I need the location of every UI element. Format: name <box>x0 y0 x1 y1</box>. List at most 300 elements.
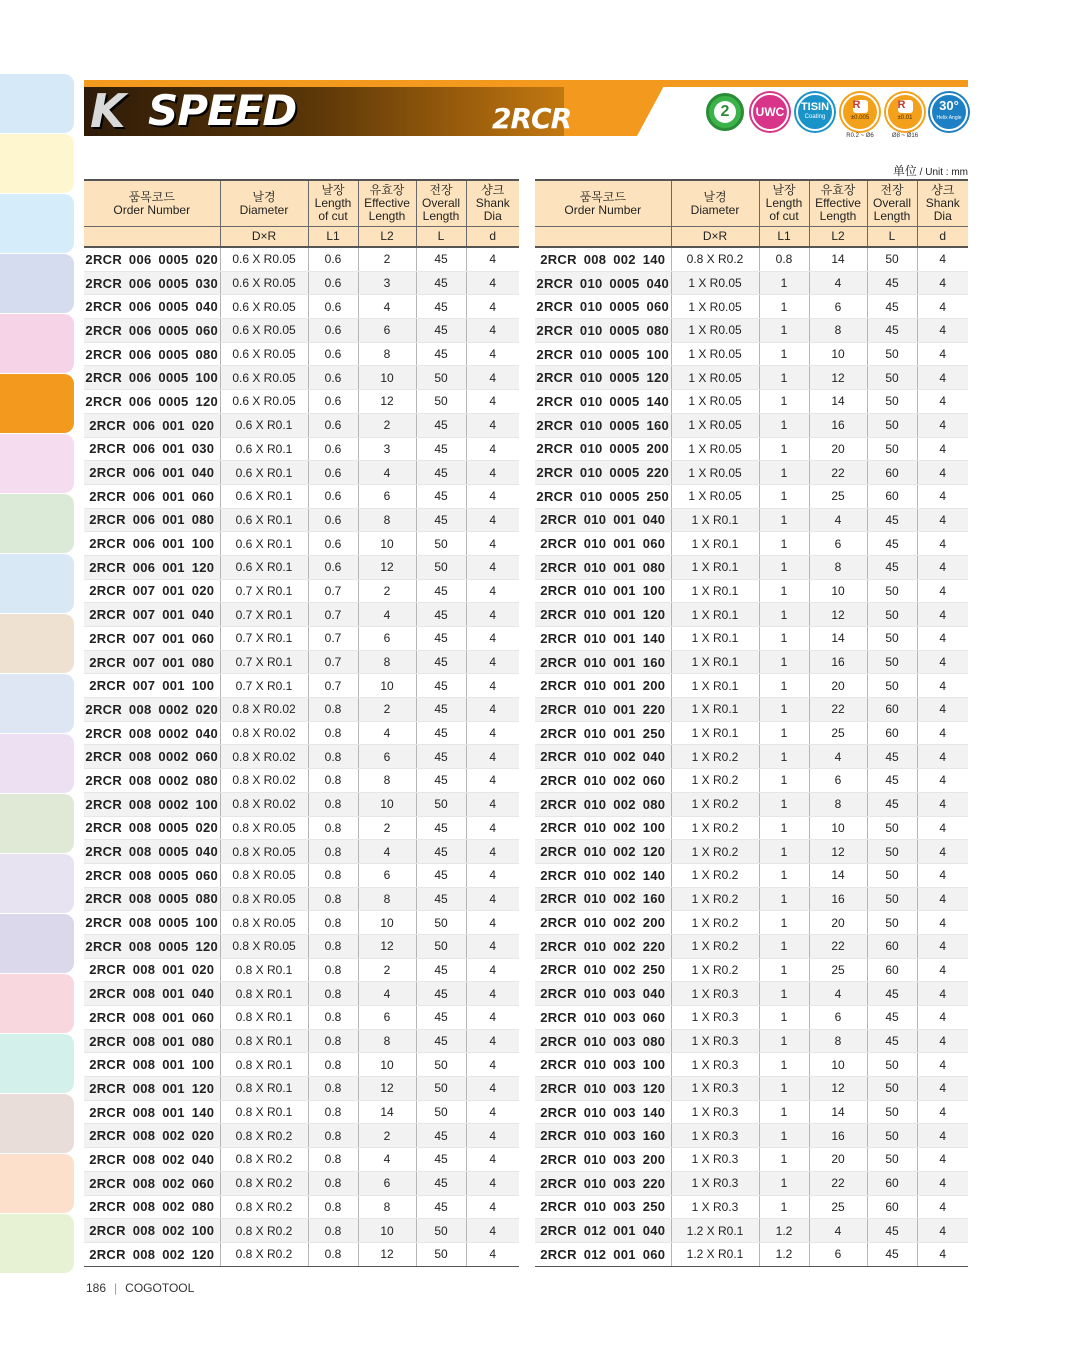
overall-length-cell: 45 <box>416 1124 466 1148</box>
shank-dia-cell: 4 <box>466 863 519 887</box>
table-row <box>535 508 968 532</box>
order-number-cell: 2RCR 010 001 120 <box>535 603 671 627</box>
sym-l1: L1 <box>759 227 809 248</box>
effective-length-cell: 10 <box>358 911 416 935</box>
table-row <box>84 674 519 698</box>
length-of-cut-cell: 0.6 <box>308 295 358 319</box>
overall-length-cell: 45 <box>867 1242 917 1266</box>
effective-length-cell: 20 <box>809 1148 867 1172</box>
table-row <box>535 650 968 674</box>
table-row <box>535 1195 968 1219</box>
order-number-cell: 2RCR 010 0005 100 <box>535 342 671 366</box>
table-row <box>84 792 519 816</box>
diameter-cell: 0.7 X R0.1 <box>220 650 308 674</box>
diameter-cell: 1 X R0.05 <box>671 271 759 295</box>
ovl-en1: Overall <box>872 196 911 210</box>
length-of-cut-cell: 1 <box>759 295 809 319</box>
shank-dia-cell: 4 <box>466 413 519 437</box>
order-number-cell: 2RCR 010 001 250 <box>535 721 671 745</box>
order-number-cell: 2RCR 006 001 060 <box>84 484 220 508</box>
order-number-cell: 2RCR 008 0005 020 <box>84 816 220 840</box>
length-of-cut-cell: 1 <box>759 1077 809 1101</box>
shank-dia-cell: 4 <box>466 1148 519 1172</box>
diameter-cell: 0.8 X R0.1 <box>220 1077 308 1101</box>
order-number-cell: 2RCR 008 001 140 <box>84 1100 220 1124</box>
length-of-cut-cell: 1 <box>759 769 809 793</box>
order-en: Order Number <box>113 202 191 217</box>
length-of-cut-cell: 0.8 <box>308 1006 358 1030</box>
overall-length-cell: 45 <box>416 1006 466 1030</box>
table-row <box>84 1077 519 1101</box>
diameter-cell: 0.6 X R0.1 <box>220 413 308 437</box>
length-of-cut-cell: 0.8 <box>308 1124 358 1148</box>
shank-dia-cell: 4 <box>466 816 519 840</box>
shank-dia-cell: 4 <box>466 295 519 319</box>
length-of-cut-cell: 0.6 <box>308 271 358 295</box>
side-tab <box>0 854 74 913</box>
table-row <box>84 1171 519 1195</box>
logo-speed: SPEED <box>148 86 297 135</box>
diameter-cell: 1 X R0.1 <box>671 721 759 745</box>
table-row <box>535 342 968 366</box>
order-number-cell: 2RCR 010 0005 220 <box>535 461 671 485</box>
order-number-cell: 2RCR 008 0002 080 <box>84 769 220 793</box>
order-number-cell: 2RCR 010 002 200 <box>535 911 671 935</box>
length-of-cut-cell: 0.8 <box>308 1195 358 1219</box>
table-row <box>84 366 519 390</box>
overall-length-cell: 45 <box>416 484 466 508</box>
effective-length-cell: 6 <box>809 1242 867 1266</box>
diameter-cell: 1 X R0.3 <box>671 1077 759 1101</box>
length-of-cut-cell: 0.8 <box>308 721 358 745</box>
overall-length-cell: 45 <box>416 982 466 1006</box>
order-number-cell: 2RCR 010 002 160 <box>535 887 671 911</box>
order-number-cell: 2RCR 010 003 200 <box>535 1148 671 1172</box>
unit-label <box>893 162 968 179</box>
diameter-cell: 0.6 X R0.1 <box>220 508 308 532</box>
diameter-cell: 0.8 X R0.02 <box>220 769 308 793</box>
diameter-cell: 1 X R0.2 <box>671 745 759 769</box>
side-tab <box>0 74 74 133</box>
effective-length-cell: 2 <box>358 413 416 437</box>
length-of-cut-cell: 1 <box>759 532 809 556</box>
shank-dia-cell: 4 <box>917 887 968 911</box>
shk-en2: Dia <box>483 209 502 223</box>
unit-ko: 单位 <box>892 164 917 178</box>
order-number-cell: 2RCR 008 0005 120 <box>84 934 220 958</box>
ovl-ko: 전장 <box>880 183 904 197</box>
table-row <box>535 627 968 651</box>
order-number-cell: 2RCR 008 002 040 <box>84 1148 220 1172</box>
shank-dia-cell: 4 <box>917 1148 968 1172</box>
length-of-cut-cell: 1 <box>759 1053 809 1077</box>
effective-length-cell: 8 <box>358 508 416 532</box>
shank-dia-cell: 4 <box>917 1171 968 1195</box>
shank-dia-cell: 4 <box>466 461 519 485</box>
overall-length-cell: 45 <box>867 532 917 556</box>
table-row <box>535 934 968 958</box>
order-number-cell: 2RCR 010 001 140 <box>535 627 671 651</box>
diameter-cell: 1 X R0.2 <box>671 792 759 816</box>
effective-length-cell: 2 <box>358 698 416 722</box>
order-number-cell: 2RCR 006 0005 120 <box>84 390 220 414</box>
side-tab <box>0 914 74 973</box>
diameter-cell: 1 X R0.2 <box>671 816 759 840</box>
dia-ko: 날경 <box>252 189 276 204</box>
sym-dr: D×R <box>671 227 759 248</box>
shank-dia-cell: 4 <box>917 1006 968 1030</box>
order-number-cell: 2RCR 008 0002 100 <box>84 792 220 816</box>
col-eff-header <box>809 180 867 227</box>
shank-dia-cell: 4 <box>466 532 519 556</box>
shank-dia-cell: 4 <box>466 1242 519 1266</box>
table-row <box>84 1148 519 1172</box>
overall-length-cell: 45 <box>416 721 466 745</box>
eff-en2: Length <box>368 209 406 223</box>
order-number-cell: 2RCR 010 001 200 <box>535 674 671 698</box>
effective-length-cell: 10 <box>358 532 416 556</box>
shank-dia-cell: 4 <box>466 366 519 390</box>
table-row <box>535 674 968 698</box>
side-tab <box>0 734 74 793</box>
order-number-cell: 2RCR 006 0005 040 <box>84 295 220 319</box>
table-row <box>84 1029 519 1053</box>
diameter-cell: 0.8 X R0.2 <box>220 1171 308 1195</box>
shank-dia-cell: 4 <box>466 555 519 579</box>
table-row <box>535 555 968 579</box>
overall-length-cell: 45 <box>416 603 466 627</box>
effective-length-cell: 8 <box>358 650 416 674</box>
overall-length-cell: 50 <box>416 792 466 816</box>
table-row <box>535 437 968 461</box>
col-ovl-header <box>867 180 917 227</box>
effective-length-cell: 12 <box>358 555 416 579</box>
overall-length-cell: 45 <box>867 1029 917 1053</box>
diameter-cell: 1 X R0.2 <box>671 863 759 887</box>
overall-length-cell: 45 <box>867 295 917 319</box>
shk-en1: Shank <box>925 196 960 210</box>
sym-l: L <box>416 227 466 248</box>
length-of-cut-cell: 0.6 <box>308 532 358 556</box>
overall-length-cell: 50 <box>867 650 917 674</box>
diameter-cell: 0.6 X R0.1 <box>220 555 308 579</box>
table-row <box>84 295 519 319</box>
table-row <box>84 816 519 840</box>
table-row <box>84 319 519 343</box>
col-eff-header <box>358 180 416 227</box>
side-tab <box>0 494 74 553</box>
length-of-cut-cell: 1 <box>759 437 809 461</box>
diameter-cell: 0.6 X R0.05 <box>220 271 308 295</box>
table-row <box>535 887 968 911</box>
overall-length-cell: 45 <box>416 579 466 603</box>
length-of-cut-cell: 0.6 <box>308 437 358 461</box>
table-row <box>84 650 519 674</box>
shank-dia-cell: 4 <box>466 934 519 958</box>
effective-length-cell: 20 <box>809 911 867 935</box>
overall-length-cell: 50 <box>416 1242 466 1266</box>
overall-length-cell: 45 <box>416 342 466 366</box>
effective-length-cell: 6 <box>358 863 416 887</box>
overall-length-cell: 45 <box>867 745 917 769</box>
table-row <box>84 271 519 295</box>
length-of-cut-cell: 0.8 <box>308 1148 358 1172</box>
eff-en2: Length <box>819 209 857 223</box>
diameter-cell: 1 X R0.1 <box>671 698 759 722</box>
table-row <box>535 1006 968 1030</box>
order-number-cell: 2RCR 012 001 060 <box>535 1242 671 1266</box>
order-number-cell: 2RCR 012 001 040 <box>535 1219 671 1243</box>
shank-dia-cell: 4 <box>917 769 968 793</box>
col-loc-header <box>308 180 358 227</box>
overall-length-cell: 45 <box>867 792 917 816</box>
diameter-cell: 1.2 X R0.1 <box>671 1219 759 1243</box>
order-number-cell: 2RCR 010 002 140 <box>535 863 671 887</box>
shank-dia-cell: 4 <box>917 484 968 508</box>
effective-length-cell: 25 <box>809 484 867 508</box>
shank-dia-cell: 4 <box>466 769 519 793</box>
shank-dia-cell: 4 <box>466 1053 519 1077</box>
unit-sep: / <box>916 167 926 178</box>
length-of-cut-cell: 1.2 <box>759 1242 809 1266</box>
order-number-cell: 2RCR 010 001 080 <box>535 555 671 579</box>
shank-dia-cell: 4 <box>466 1029 519 1053</box>
diameter-cell: 1 X R0.1 <box>671 555 759 579</box>
table-row <box>535 745 968 769</box>
table-row <box>535 1171 968 1195</box>
table-row <box>84 721 519 745</box>
effective-length-cell: 2 <box>358 579 416 603</box>
diameter-cell: 1.2 X R0.1 <box>671 1242 759 1266</box>
order-en: Order Number <box>564 202 642 217</box>
order-number-cell: 2RCR 006 001 040 <box>84 461 220 485</box>
length-of-cut-cell: 0.7 <box>308 674 358 698</box>
r2-label: R <box>898 100 913 113</box>
shank-dia-cell: 4 <box>917 792 968 816</box>
shank-dia-cell: 4 <box>466 698 519 722</box>
length-of-cut-cell: 0.8 <box>308 1077 358 1101</box>
overall-length-cell: 50 <box>416 1219 466 1243</box>
loc-en1: Length <box>765 196 803 210</box>
effective-length-cell: 22 <box>809 934 867 958</box>
table-row <box>535 247 968 271</box>
overall-length-cell: 60 <box>867 1195 917 1219</box>
effective-length-cell: 8 <box>809 555 867 579</box>
diameter-cell: 1 X R0.2 <box>671 958 759 982</box>
table-row <box>84 769 519 793</box>
overall-length-cell: 60 <box>867 461 917 485</box>
length-of-cut-cell: 0.7 <box>308 650 358 674</box>
length-of-cut-cell: 0.8 <box>308 745 358 769</box>
shank-dia-cell: 4 <box>466 319 519 343</box>
order-number-cell: 2RCR 008 001 040 <box>84 982 220 1006</box>
diameter-cell: 0.8 X R0.05 <box>220 887 308 911</box>
diameter-cell: 0.8 X R0.05 <box>220 911 308 935</box>
ovl-en1: Overall <box>421 196 460 210</box>
length-of-cut-cell: 1 <box>759 887 809 911</box>
overall-length-cell: 50 <box>867 603 917 627</box>
overall-length-cell: 50 <box>867 674 917 698</box>
overall-length-cell: 60 <box>867 958 917 982</box>
overall-length-cell: 45 <box>416 958 466 982</box>
effective-length-cell: 8 <box>358 769 416 793</box>
tisin-label: TISIN <box>800 101 830 113</box>
series-title: 2RCR <box>492 102 572 135</box>
table-row <box>535 1100 968 1124</box>
uwc-label: UWC <box>755 105 785 119</box>
footer-brand: COGOTOOL <box>125 1281 195 1295</box>
diameter-cell: 1 X R0.2 <box>671 769 759 793</box>
diameter-cell: 1 X R0.05 <box>671 366 759 390</box>
diameter-cell: 1 X R0.05 <box>671 484 759 508</box>
table-row <box>84 342 519 366</box>
spec-table-left <box>84 179 519 1267</box>
overall-length-cell: 50 <box>867 1100 917 1124</box>
order-number-cell: 2RCR 010 001 100 <box>535 579 671 603</box>
loc-ko: 날장 <box>321 183 345 197</box>
side-tab <box>0 674 74 733</box>
diameter-cell: 1 X R0.1 <box>671 603 759 627</box>
shank-dia-cell: 4 <box>466 745 519 769</box>
effective-length-cell: 14 <box>809 1100 867 1124</box>
overall-length-cell: 50 <box>867 366 917 390</box>
col-shank-header <box>917 180 968 227</box>
overall-length-cell: 50 <box>416 555 466 579</box>
order-number-cell: 2RCR 007 001 040 <box>84 603 220 627</box>
tisin-sub-label: Coating <box>804 114 826 120</box>
table-row <box>84 840 519 864</box>
overall-length-cell: 45 <box>416 1195 466 1219</box>
diameter-cell: 0.6 X R0.1 <box>220 461 308 485</box>
overall-length-cell: 45 <box>867 508 917 532</box>
ovl-ko: 전장 <box>429 183 453 197</box>
overall-length-cell: 50 <box>867 863 917 887</box>
diameter-cell: 0.8 X R0.02 <box>220 721 308 745</box>
table-row <box>84 863 519 887</box>
diameter-cell: 1 X R0.05 <box>671 319 759 343</box>
loc-ko: 날장 <box>772 183 796 197</box>
r1-label: R <box>853 100 868 113</box>
dia-ko: 날경 <box>703 189 727 204</box>
overall-length-cell: 45 <box>416 461 466 485</box>
overall-length-cell: 60 <box>867 698 917 722</box>
order-number-cell: 2RCR 010 002 080 <box>535 792 671 816</box>
order-number-cell: 2RCR 010 0005 200 <box>535 437 671 461</box>
length-of-cut-cell: 0.6 <box>308 555 358 579</box>
diameter-cell: 0.8 X R0.1 <box>220 958 308 982</box>
order-number-cell: 2RCR 010 001 040 <box>535 508 671 532</box>
length-of-cut-cell: 1 <box>759 911 809 935</box>
diameter-cell: 1 X R0.05 <box>671 437 759 461</box>
overall-length-cell: 45 <box>416 698 466 722</box>
effective-length-cell: 14 <box>809 390 867 414</box>
length-of-cut-cell: 0.6 <box>308 247 358 271</box>
diameter-cell: 1 X R0.2 <box>671 887 759 911</box>
effective-length-cell: 2 <box>358 958 416 982</box>
length-of-cut-cell: 0.6 <box>308 461 358 485</box>
shank-dia-cell: 4 <box>466 1077 519 1101</box>
table-row <box>84 413 519 437</box>
order-number-cell: 2RCR 008 001 080 <box>84 1029 220 1053</box>
effective-length-cell: 12 <box>358 390 416 414</box>
table-row <box>535 1053 968 1077</box>
loc-en2: of cut <box>318 209 348 223</box>
overall-length-cell: 50 <box>416 1100 466 1124</box>
order-number-cell: 2RCR 008 002 080 <box>84 1195 220 1219</box>
length-of-cut-cell: 0.8 <box>308 958 358 982</box>
effective-length-cell: 4 <box>358 295 416 319</box>
order-number-cell: 2RCR 010 0005 250 <box>535 484 671 508</box>
table-row <box>535 911 968 935</box>
diameter-cell: 0.8 X R0.1 <box>220 1029 308 1053</box>
length-of-cut-cell: 1 <box>759 816 809 840</box>
shk-en1: Shank <box>475 196 510 210</box>
table-row <box>84 532 519 556</box>
col-shank-header <box>466 180 519 227</box>
length-of-cut-cell: 1 <box>759 579 809 603</box>
shank-dia-cell: 4 <box>917 437 968 461</box>
order-number-cell: 2RCR 006 001 100 <box>84 532 220 556</box>
overall-length-cell: 50 <box>416 366 466 390</box>
logo-k: K <box>90 84 124 138</box>
shank-dia-cell: 4 <box>917 958 968 982</box>
length-of-cut-cell: 1 <box>759 958 809 982</box>
length-of-cut-cell: 0.8 <box>308 792 358 816</box>
helix-label: 30° <box>939 98 959 113</box>
shank-dia-cell: 4 <box>917 1124 968 1148</box>
length-of-cut-cell: 1 <box>759 1148 809 1172</box>
effective-length-cell: 22 <box>809 698 867 722</box>
diameter-cell: 0.8 X R0.05 <box>220 863 308 887</box>
diameter-cell: 1 X R0.1 <box>671 674 759 698</box>
order-number-cell: 2RCR 008 0005 060 <box>84 863 220 887</box>
length-of-cut-cell: 0.7 <box>308 579 358 603</box>
table-row <box>84 484 519 508</box>
order-number-cell: 2RCR 010 0005 080 <box>535 319 671 343</box>
table-row <box>84 627 519 651</box>
shank-dia-cell: 4 <box>917 532 968 556</box>
shank-dia-cell: 4 <box>917 390 968 414</box>
overall-length-cell: 45 <box>416 271 466 295</box>
effective-length-cell: 10 <box>809 1053 867 1077</box>
tisin-coating-icon <box>796 93 834 131</box>
order-number-cell: 2RCR 007 001 100 <box>84 674 220 698</box>
order-number-cell: 2RCR 010 002 040 <box>535 745 671 769</box>
length-of-cut-cell: 0.6 <box>308 413 358 437</box>
length-of-cut-cell: 1 <box>759 627 809 651</box>
order-number-cell: 2RCR 008 0002 020 <box>84 698 220 722</box>
shank-dia-cell: 4 <box>466 627 519 651</box>
diameter-cell: 0.6 X R0.05 <box>220 247 308 271</box>
table-row <box>535 982 968 1006</box>
shank-dia-cell: 4 <box>917 1029 968 1053</box>
shank-dia-cell: 4 <box>917 698 968 722</box>
order-number-cell: 2RCR 008 0005 080 <box>84 887 220 911</box>
table-row <box>84 958 519 982</box>
unit-en: Unit : mm <box>925 167 968 178</box>
side-tab <box>0 254 74 313</box>
order-number-cell: 2RCR 006 0005 020 <box>84 247 220 271</box>
shank-dia-cell: 4 <box>917 508 968 532</box>
overall-length-cell: 50 <box>867 579 917 603</box>
shank-dia-cell: 4 <box>466 650 519 674</box>
order-number-cell: 2RCR 010 001 220 <box>535 698 671 722</box>
shk-ko: 샹크 <box>481 183 505 197</box>
shank-dia-cell: 4 <box>466 1124 519 1148</box>
effective-length-cell: 22 <box>809 1171 867 1195</box>
overall-length-cell: 50 <box>416 1077 466 1101</box>
order-number-cell: 2RCR 010 003 250 <box>535 1195 671 1219</box>
